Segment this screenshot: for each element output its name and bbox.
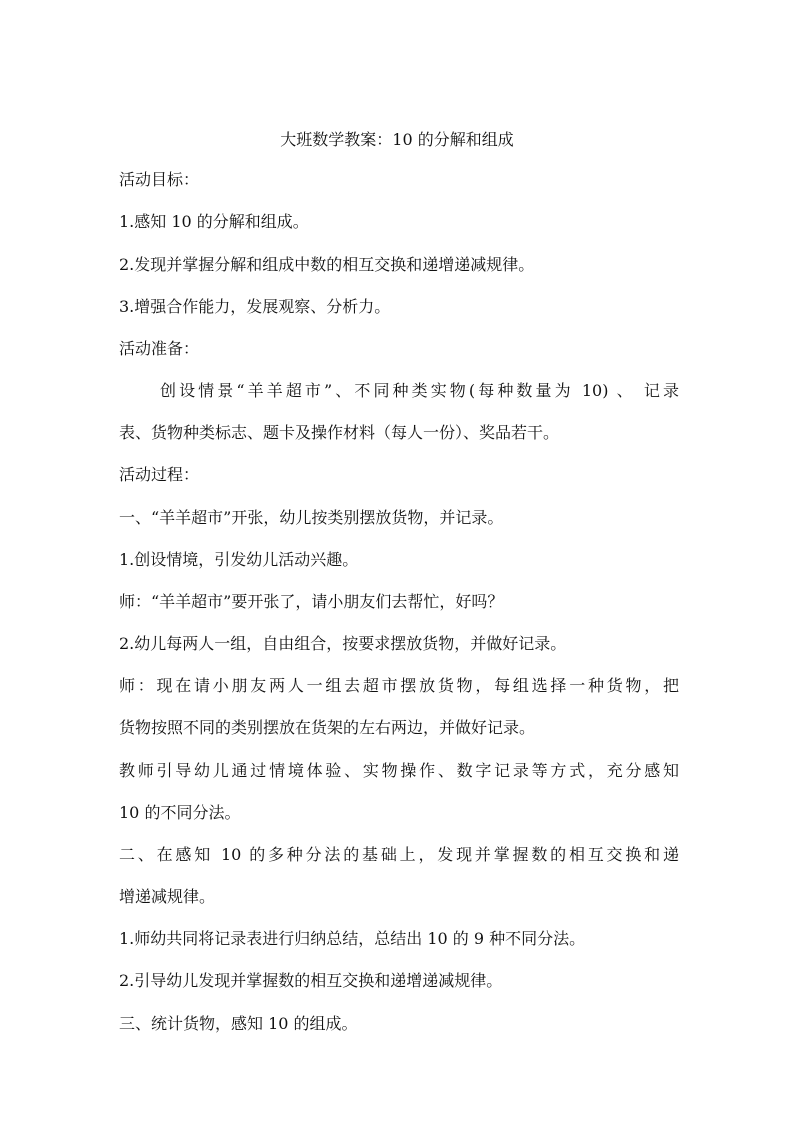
heading-activity-process: 活动过程： [119,465,200,484]
process-section-2-cont: 增递减规律。 [119,887,216,906]
teacher-line-1: 师：“羊羊超市”要开张了，请小朋友们去帮忙，好吗？ [119,592,504,611]
goal-line-2: 2.发现并掌握分解和组成中数的相互交换和递增递减规律。 [119,255,535,274]
guidance-line-cont: 10 的不同分法。 [119,803,241,822]
heading-activity-preparation: 活动准备： [119,339,200,358]
document-title: 大班数学教案：10 的分解和组成 [280,130,514,149]
process-section-1: 一、“羊羊超市”开张，幼儿按类别摆放货物，并记录。 [119,508,504,527]
teacher-line-2: 师：现在请小朋友两人一组去超市摆放货物，每组选择一种货物，把 [119,676,679,695]
process-step-1-1: 1.创设情境，引发幼儿活动兴趣。 [119,550,359,569]
process-step-1-2: 2.幼儿每两人一组，自由组合，按要求摆放货物，并做好记录。 [119,634,567,653]
process-section-2: 二、在感知 10 的多种分法的基础上，发现并掌握数的相互交换和递 [119,845,679,864]
goal-line-3: 3.增强合作能力，发展观察、分析力。 [119,297,391,316]
process-step-2-1: 1.师幼共同将记录表进行归纳总结，总结出 10 的 9 种不同分法。 [119,929,586,948]
heading-activity-goals: 活动目标： [119,170,200,189]
preparation-line-1: 创设情景“羊羊超市”、不同种类实物(每种数量为 10) 、 记录 [160,381,679,400]
process-step-2-2: 2.引导幼儿发现并掌握数的相互交换和递增递减规律。 [119,971,503,990]
guidance-line: 教师引导幼儿通过情境体验、实物操作、数字记录等方式，充分感知 [119,761,679,780]
process-section-3: 三、统计货物，感知 10 的组成。 [119,1014,358,1033]
goal-line-1: 1.感知 10 的分解和组成。 [119,212,309,231]
preparation-line-2: 表、货物种类标志、题卡及操作材料（每人一份）、奖品若干。 [119,423,560,442]
teacher-line-2-cont: 货物按照不同的类别摆放在货架的左右两边，并做好记录。 [119,718,536,737]
